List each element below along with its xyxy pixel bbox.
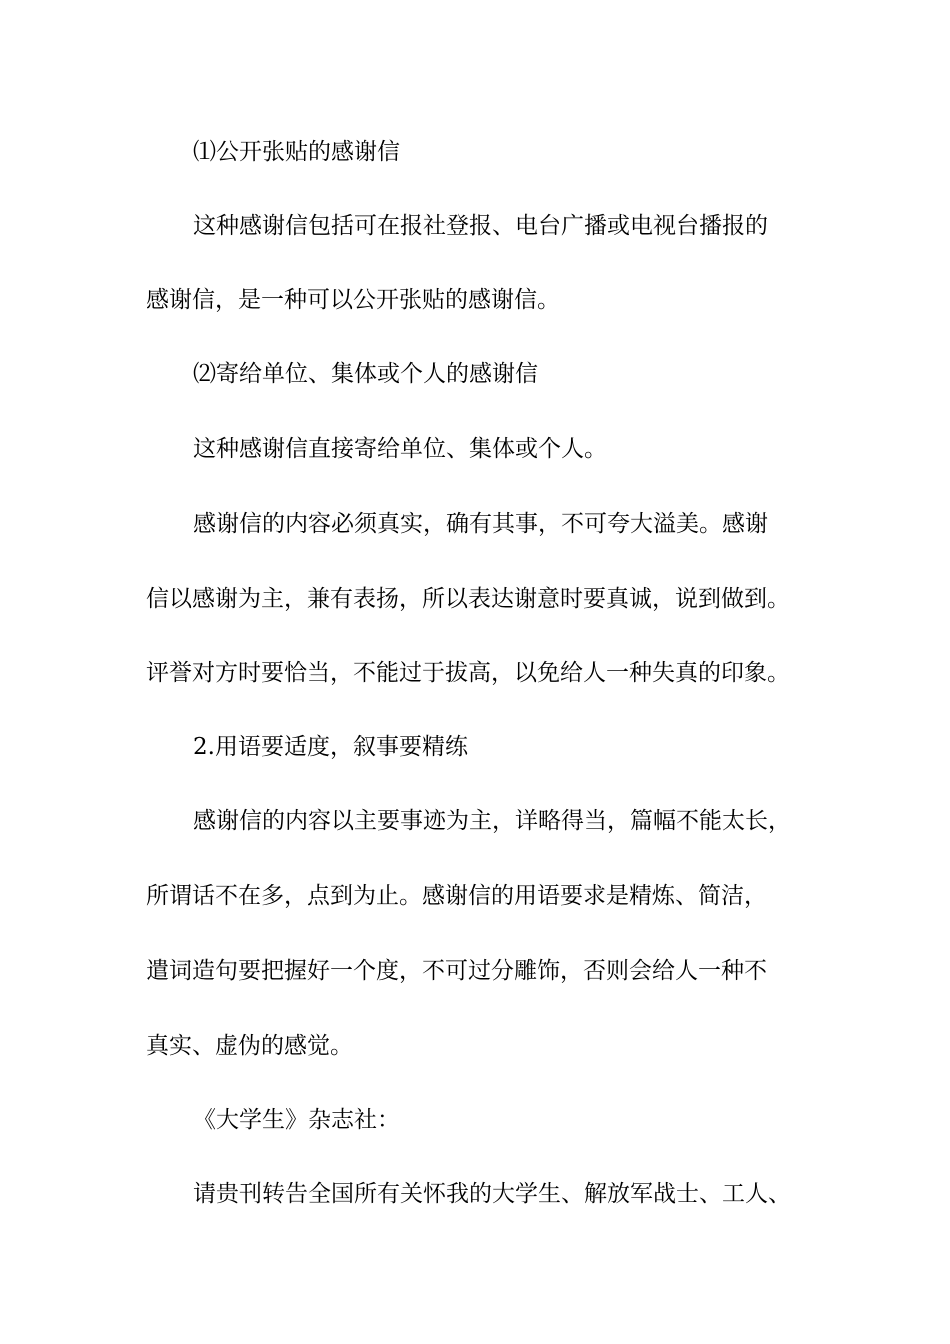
letter-salutation: 《大学生》杂志社： bbox=[193, 1107, 400, 1133]
paragraph-line: 请贵刊转告全国所有关怀我的大学生、解放军战士、工人、 bbox=[193, 1181, 791, 1207]
paragraph-line: 这种感谢信直接寄给单位、集体或个人。 bbox=[193, 436, 607, 462]
paragraph-line: 信以感谢为主，兼有表扬，所以表达谢意时要真诚，说到做到。 bbox=[146, 586, 790, 612]
heading-language: 2.用语要适度，叙事要精练 bbox=[193, 734, 468, 760]
paragraph-line: 这种感谢信包括可在报社登报、电台广播或电视台播报的 bbox=[193, 213, 768, 239]
paragraph-line: 遣词造句要把握好一个度，不可过分雕饰，否则会给人一种不 bbox=[146, 958, 767, 984]
paragraph-line: 感谢信，是一种可以公开张贴的感谢信。 bbox=[146, 287, 560, 313]
paragraph-line: 感谢信的内容必须真实，确有其事，不可夸大溢美。感谢 bbox=[193, 511, 768, 537]
heading-public-letter: ⑴公开张贴的感谢信 bbox=[193, 139, 400, 165]
heading-mailed-letter: ⑵寄给单位、集体或个人的感谢信 bbox=[193, 361, 538, 387]
paragraph-line: 感谢信的内容以主要事迹为主，详略得当，篇幅不能太长， bbox=[193, 808, 791, 834]
paragraph-line: 所谓话不在多，点到为止。感谢信的用语要求是精炼、简洁， bbox=[146, 883, 767, 909]
paragraph-line: 真实、虚伪的感觉。 bbox=[146, 1033, 353, 1059]
paragraph-line: 评誉对方时要恰当，不能过于拔高，以免给人一种失真的印象。 bbox=[146, 660, 790, 686]
